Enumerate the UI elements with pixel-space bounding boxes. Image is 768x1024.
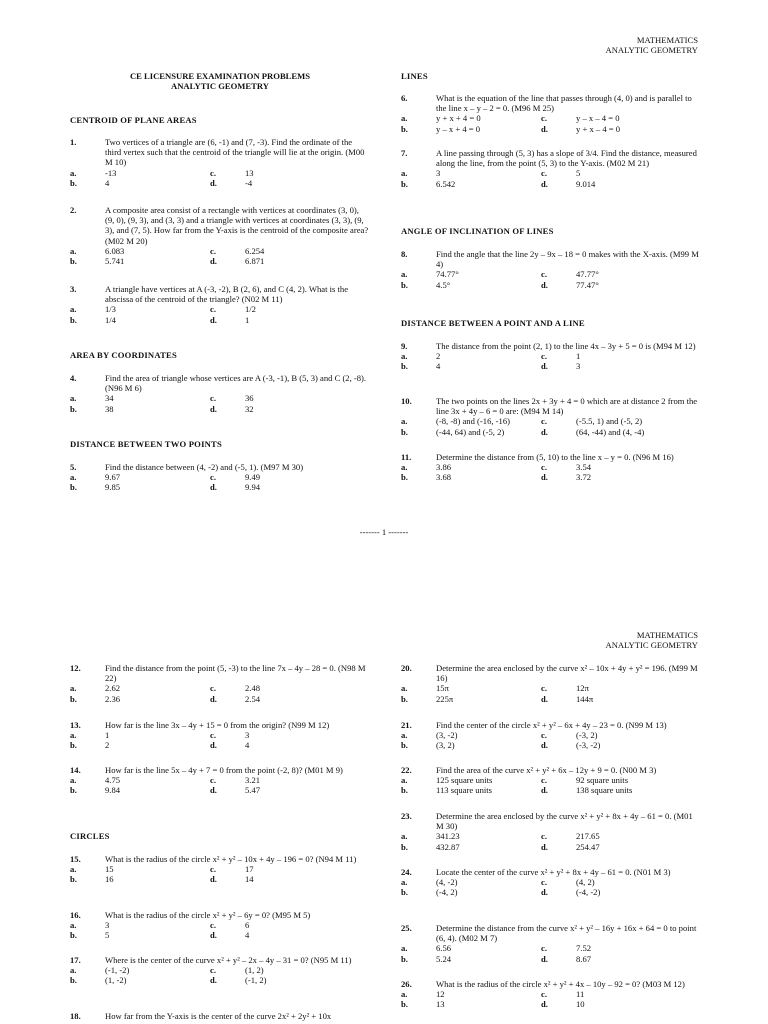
choice-d: 9.94 [245,482,261,493]
choice-b: 5 [105,930,110,941]
choice-c: (-5.5, 1) and (-5, 2) [576,416,643,427]
choice-b: 4 [436,361,441,372]
choice-a: 1/3 [105,304,116,315]
choice-c: (1, 2) [245,965,264,976]
section-point-line: DISTANCE BETWEEN A POINT AND A LINE [401,318,585,328]
problem-number: 22. [401,765,412,775]
choice-a: 3 [436,168,441,179]
choices: a. 3 c. 6 b. 5 d. 4 [70,920,370,940]
choice-d: 3.72 [576,472,592,483]
problem-text: Find the center of the circle x² + y² – 6x + 4y – 23 = 0. (N99 M 13) [436,720,667,730]
choice-a: 15π [436,683,449,694]
problem-6 [401,93,701,134]
choice-a: 12 [436,989,445,1000]
choice-b: (3, 2) [436,740,455,751]
problem-number: 23. [401,811,412,821]
choice-b: 5.741 [105,256,125,267]
problem-number: 18. [70,1011,81,1021]
section-lines: LINES [401,71,428,81]
problem-text: What is the radius of the circle x² + y² – 10x + 4y – 196 = 0? (N94 M 11) [105,854,357,864]
choice-c: 7.52 [576,943,592,954]
choice-d: 1 [245,314,250,325]
page-header [438,35,698,55]
problem-text: How far is the line 5x – 4y + 7 = 0 from the point (-2, 8)? (M01 M 9) [105,765,343,775]
choice-c: 92 square units [576,775,629,786]
problem-text: Determine the area enclosed by the curve x² + y² + 8x + 4y – 61 = 0. (M01 M 30) [436,811,693,832]
choice-a: 2.62 [105,683,121,694]
problem-15 [70,854,370,885]
problem-number: 24. [401,867,412,877]
choices: a. 12 c. 11 b. 13 d. 10 [401,989,701,1009]
problem-text: Determine the area enclosed by the curve x² – 10x + 4y + y² = 196. (M99 M 16) [436,663,698,684]
problem-number: 1. [70,137,77,147]
choices: a. 3.86 c. 3.54 b. 3.68 d. 3.72 [401,462,701,482]
problem-17 [70,955,370,986]
choice-d: -4 [245,177,253,188]
choice-b: 6.542 [436,178,456,189]
problem-2 [70,205,370,266]
choice-d: 254.47 [576,841,600,852]
choice-a: (3, -2) [436,730,458,741]
choice-a: 6.083 [105,245,125,256]
problem-text: A composite area consist of a rectangle with vertices at coordinates (3, 0), (9, 0), (9, 3), and (3, 3) and a triangle with vertices at coordinates (3, 3), (9, 3), and (7, 5). How far from the Y-axis is the centroid of the composite area? (M02 M 20) [105,205,369,246]
problem-7 [401,148,701,189]
problem-text: What is the radius of the circle x² + y² – 6y = 0? (M95 M 5) [105,910,311,920]
page-header [438,630,698,650]
choice-a: (-1, -2) [105,965,130,976]
choice-c: 3.21 [245,775,261,786]
choice-d: (-1, 2) [245,975,267,986]
choice-b: 13 [436,999,445,1010]
choice-c: 9.49 [245,472,261,483]
problem-text: How far is the line 3x – 4y + 15 = 0 from the origin? (N99 M 12) [105,720,330,730]
choice-c: y – x – 4 = 0 [576,113,620,124]
choice-c: 36 [245,393,254,404]
problem-number: 25. [401,923,412,933]
problem-number: 2. [70,205,77,215]
choice-c: (-3, 2) [576,730,598,741]
section-area: AREA BY COORDINATES [70,350,177,360]
choice-d: 8.67 [576,953,592,964]
problem-13 [70,720,370,751]
problem-number: 9. [401,341,408,351]
choices: a. 1 c. 3 b. 2 d. 4 [70,730,370,750]
choices: a. y + x + 4 = 0 c. y – x – 4 = 0 b. y – x + 4 = 0 d. y + x – 4 = 0 [401,113,701,133]
choice-c: 6.254 [245,245,265,256]
problem-number: 10. [401,396,412,406]
problem-23 [401,811,701,852]
document-title [75,71,365,92]
choice-d: 5.47 [245,785,261,796]
choice-c: 5 [576,168,581,179]
choice-b: 1/4 [105,314,116,325]
section-distance-points: DISTANCE BETWEEN TWO POINTS [70,439,222,449]
choice-b: 38 [105,403,114,414]
choice-b: 16 [105,874,114,885]
choices: a. -13 c. 13 b. 4 d. -4 [70,168,370,188]
choice-b: y – x + 4 = 0 [436,123,481,134]
choices: a. 341.23 c. 217.65 b. 432.87 d. 254.47 [401,831,701,851]
header-subject: MATHEMATICS [636,630,698,640]
choice-c: 17 [245,864,254,875]
problem-text: A triangle have vertices at A (-3, -2), B (2, 6), and C (4, 2). What is the abscissa of the centroid of the triangle? (N02 M 11) [105,284,349,305]
choice-a: 3.86 [436,462,452,473]
choice-b: 113 square units [436,785,493,796]
problem-text: Determine the distance from the curve x² + y² – 16y + 16x + 64 = 0 to point (6, 4). (M02 M 7) [436,923,697,944]
choice-c: 13 [245,167,254,178]
choices: a. 34 c. 36 b. 38 d. 32 [70,393,370,413]
problem-21 [401,720,701,751]
choice-d: 10 [576,999,585,1010]
choices: a. (-1, -2) c. (1, 2) b. (1, -2) d. (-1, 2) [70,965,370,985]
problem-12 [70,663,370,704]
choice-d: 144π [576,693,594,704]
problem-number: 12. [70,663,81,673]
choice-c: 217.65 [576,831,600,842]
problem-text: A line passing through (5, 3) has a slope of 3/4. Find the distance, measured along the line, from the point (5, 3) to the Y-axis. (M02 M 21) [436,148,697,169]
choice-a: 1 [105,730,110,741]
choice-a: 74.77° [436,269,459,280]
section-centroid: CENTROID OF PLANE AREAS [70,115,197,125]
problem-text: Find the distance from the point (5, -3) to the line 7x – 4y – 28 = 0. (N98 M 22) [105,663,366,684]
choices: a. 9.67 c. 9.49 b. 9.85 d. 9.94 [70,472,370,492]
choice-d: (64, -44) and (4, -4) [576,426,645,437]
choice-d: 32 [245,403,254,414]
choices: a. 15 c. 17 b. 16 d. 14 [70,864,370,884]
choice-d: 4 [245,930,250,941]
problem-number: 15. [70,854,81,864]
problem-22 [401,765,701,796]
choices: a. (-8, -8) and (-16, -16) c. (-5.5, 1) and (-5, 2) b. (-44, 64) and (-5, 2) d. (64, -44) and (4, -4) [401,416,701,436]
page-number-footer: ------- 1 ------- [359,527,409,537]
problem-14 [70,765,370,796]
choice-d: 6.871 [245,256,265,267]
choice-a: -13 [105,167,117,178]
choice-b: 9.85 [105,482,121,493]
problem-number: 5. [70,462,77,472]
choice-c: 3.54 [576,462,592,473]
choices: a. 3 c. 5 b. 6.542 d. 9.014 [401,168,701,188]
choice-b: 4 [105,177,110,188]
problem-26 [401,979,701,1010]
choice-b: 432.87 [436,841,460,852]
choice-d: 9.014 [576,178,596,189]
problem-number: 16. [70,910,81,920]
choice-a: (-8, -8) and (-16, -16) [436,416,510,427]
problem-number: 4. [70,373,77,383]
choices: a. (3, -2) c. (-3, 2) b. (3, 2) d. (-3, -2) [401,730,701,750]
problem-24 [401,867,701,898]
choice-c: 12π [576,683,589,694]
choice-d: 77.47° [576,279,599,290]
choice-a: 6.56 [436,943,452,954]
choice-d: 2.54 [245,693,261,704]
problem-10 [401,396,701,437]
problem-text: Find the distance between (4, -2) and (-5, 1). (M97 M 30) [105,462,304,472]
header-topic: ANALYTIC GEOMETRY [605,640,698,650]
choice-d: 138 square units [576,785,633,796]
choice-c: 2.48 [245,683,261,694]
problem-number: 21. [401,720,412,730]
problem-8 [401,249,701,290]
problem-number: 3. [70,284,77,294]
choice-b: 2.36 [105,693,121,704]
title-line-2: ANALYTIC GEOMETRY [171,81,269,92]
problem-text: How far from the Y-axis is the center of the curve 2x² + 2y² + 10x [105,1011,332,1021]
choice-c: 47.77° [576,269,599,280]
problem-text: Find the angle that the line 2y – 9x – 18 = 0 makes with the X-axis. (M99 M 4) [436,249,699,270]
choice-a: 4.75 [105,775,121,786]
choice-a: (4, -2) [436,877,458,888]
problem-text: Two vertices of a triangle are (6, -1) and (7, -3). Find the ordinate of the third vertex such that the centroid of the triangle will lie at the origin. (M00 M 10) [105,137,365,168]
choice-b: (-4, 2) [436,887,458,898]
problem-1 [70,137,370,188]
problem-16 [70,910,370,941]
problem-9 [401,341,701,372]
problem-text: The distance from the point (2, 1) to the line 4x – 3y + 5 = 0 is (M94 M 12) [436,341,696,351]
section-angle: ANGLE OF INCLINATION OF LINES [401,226,554,236]
choice-d: 3 [576,361,581,372]
choice-c: 1 [576,351,581,362]
choice-b: (1, -2) [105,975,127,986]
problem-text: Locate the center of the curve x² + y² + 8x + 4y – 61 = 0. (N01 M 3) [436,867,671,877]
choice-d: (-3, -2) [576,740,601,751]
choice-a: y + x + 4 = 0 [436,113,481,124]
choices: a. 2.62 c. 2.48 b. 2.36 d. 2.54 [70,683,370,703]
problem-3 [70,284,370,325]
problem-text: Where is the center of the curve x² + y² – 2x – 4y – 31 = 0? (N95 M 11) [105,955,352,965]
choices: a. 2 c. 1 b. 4 d. 3 [401,351,701,371]
choices: a. 74.77° c. 47.77° b. 4.5° d. 77.47° [401,269,701,289]
choice-a: 15 [105,864,114,875]
problem-number: 6. [401,93,408,103]
choice-a: 125 square units [436,775,493,786]
choice-a: 3 [105,920,110,931]
choices: a. 4.75 c. 3.21 b. 9.84 d. 5.47 [70,775,370,795]
choices: a. 6.56 c. 7.52 b. 5.24 d. 8.67 [401,943,701,963]
problem-5 [70,462,370,493]
problem-text: What is the radius of the circle x² + y² + 4x – 10y – 92 = 0? (M03 M 12) [436,979,685,989]
problem-number: 20. [401,663,412,673]
problem-number: 8. [401,249,408,259]
title-line-1: CE LICENSURE EXAMINATION PROBLEMS [129,71,311,81]
choice-a: 2 [436,351,441,362]
choice-c: 1/2 [245,304,256,315]
problem-4 [70,373,370,414]
choice-b: 2 [105,740,110,751]
problem-25 [401,923,701,964]
problem-text: Find the area of the curve x² + y² + 6x – 12y + 9 = 0. (N00 M 3) [436,765,657,775]
problem-text: What is the equation of the line that passes through (4, 0) and is parallel to the line x – y – 2 = 0. (M96 M 25) [436,93,692,114]
choice-b: 3.68 [436,472,452,483]
problem-number: 26. [401,979,412,989]
choice-b: 225π [436,693,454,704]
choices: a. 15π c. 12π b. 225π d. 144π [401,683,701,703]
choice-d: 4 [245,740,250,751]
choice-a: 341.23 [436,831,460,842]
choice-c: 3 [245,730,250,741]
problem-number: 7. [401,148,408,158]
choice-c: 6 [245,920,250,931]
choice-b: 4.5° [436,279,451,290]
section-circles: CIRCLES [70,831,110,841]
choice-c: 11 [576,989,585,1000]
choice-c: (4, 2) [576,877,595,888]
choices: a. (4, -2) c. (4, 2) b. (-4, 2) d. (-4, -2) [401,877,701,897]
problem-11 [401,452,701,483]
problem-number: 14. [70,765,81,775]
choices: a. 6.083 c. 6.254 b. 5.741 d. 6.871 [70,246,370,266]
choice-b: 9.84 [105,785,121,796]
choice-a: 9.67 [105,472,121,483]
choice-d: 14 [245,874,254,885]
problem-number: 17. [70,955,81,965]
choices: a. 1/3 c. 1/2 b. 1/4 d. 1 [70,304,370,324]
choice-b: (-44, 64) and (-5, 2) [436,426,505,437]
problem-text: Determine the distance from (5, 10) to the line x – y = 0. (N96 M 16) [436,452,674,462]
problem-18 [70,1011,370,1021]
problem-20 [401,663,701,704]
problem-number: 13. [70,720,81,730]
problem-text: Find the area of triangle whose vertices are A (-3, -1), B (5, 3) and C (2, -8). (N96 M 6) [105,373,367,394]
choice-d: y + x – 4 = 0 [576,123,621,134]
problem-number: 11. [401,452,412,462]
header-topic: ANALYTIC GEOMETRY [605,45,698,55]
choice-a: 34 [105,393,114,404]
choices: a. 125 square units c. 92 square units b. 113 square units d. 138 square units [401,775,701,795]
problem-text: The two points on the lines 2x + 3y + 4 = 0 which are at distance 2 from the line 3x + 4y – 6 = 0 are: (M94 M 14) [436,396,698,417]
choice-b: 5.24 [436,953,452,964]
choice-d: (-4, -2) [576,887,601,898]
header-subject: MATHEMATICS [636,35,698,45]
